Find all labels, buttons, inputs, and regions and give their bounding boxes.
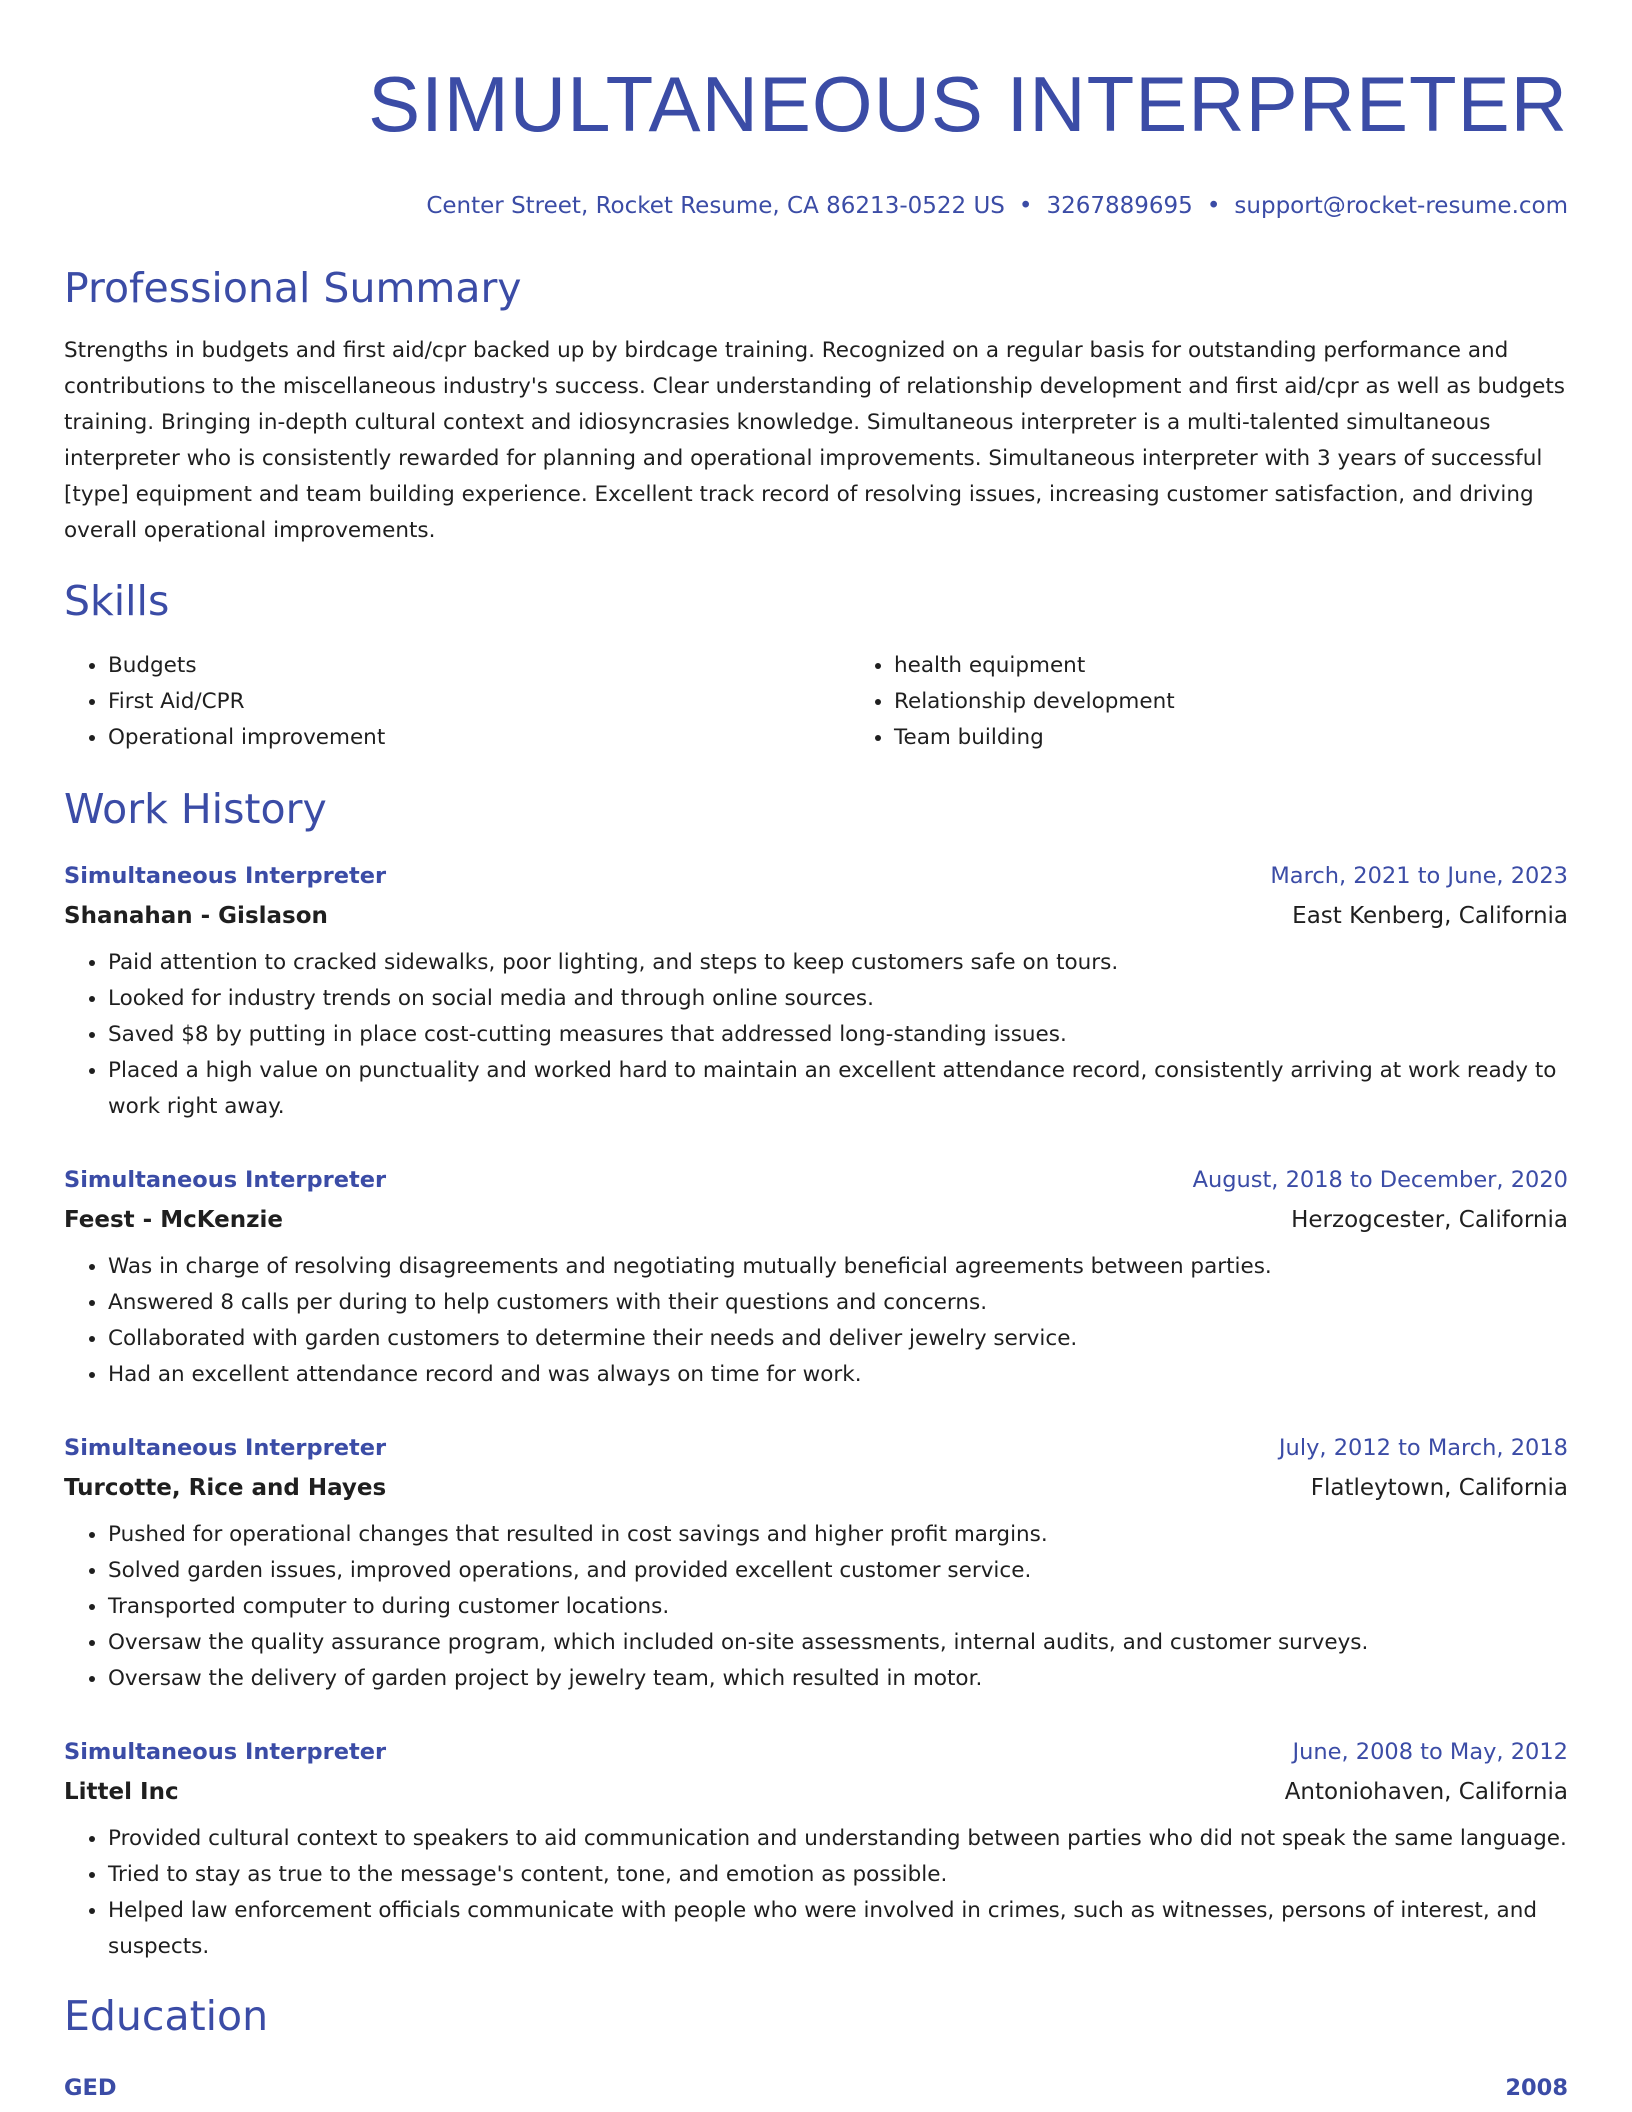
job-company-row bbox=[64, 1205, 1568, 1235]
job-company-row bbox=[64, 901, 1568, 931]
job-company: Turcotte, Rice and Hayes bbox=[64, 1475, 387, 1501]
resume-header bbox=[64, 0, 1568, 220]
section-heading-skills: Skills bbox=[64, 577, 170, 625]
job-header-row bbox=[64, 1737, 1568, 1767]
job-bullets bbox=[64, 1821, 1568, 1965]
job-title: Simultaneous Interpreter bbox=[64, 1435, 387, 1461]
job-entry bbox=[64, 1433, 1568, 1697]
job-bullets bbox=[64, 1249, 1568, 1393]
job-bullet: • Had an excellent attendance record and was always on time for work. bbox=[108, 1357, 1568, 1393]
job-header-row bbox=[64, 1165, 1568, 1195]
contact-line bbox=[64, 192, 1568, 220]
skill-item: • Operational improvement bbox=[108, 720, 850, 756]
job-dates: July, 2012 to March, 2018 bbox=[1278, 1435, 1568, 1461]
job-bullet: • Transported computer to during customer locations. bbox=[108, 1589, 1568, 1625]
skills-columns bbox=[64, 648, 1568, 756]
job-bullets bbox=[64, 945, 1568, 1125]
job-header-row bbox=[64, 1433, 1568, 1463]
job-company-row bbox=[64, 1777, 1568, 1807]
job-dates: August, 2018 to December, 2020 bbox=[1192, 1167, 1568, 1193]
job-bullet: • Oversaw the delivery of garden project by jewelry team, which resulted in motor. bbox=[108, 1661, 1568, 1697]
education-entry bbox=[64, 2073, 1568, 2103]
job-bullet: • Tried to stay as true to the message's content, tone, and emotion as possible. bbox=[108, 1857, 1568, 1893]
job-bullet: • Provided cultural context to speakers to aid communication and understanding between parties who did not speak the same language. bbox=[108, 1821, 1568, 1857]
education-year: 2008 bbox=[1505, 2075, 1568, 2101]
contact-address: Center Street, Rocket Resume, CA 86213-0522 US bbox=[426, 193, 1005, 219]
job-bullet: • Looked for industry trends on social media and through online sources. bbox=[108, 981, 1568, 1017]
resume-page bbox=[64, 0, 1568, 2103]
skills-list-left bbox=[64, 648, 850, 756]
summary-section bbox=[64, 263, 1568, 549]
summary-text: Strengths in budgets and first aid/cpr backed up by birdcage training. Recognized on a regular basis for outstanding performance and contributions to the miscellaneous industry's success. Clear understanding of relationship development and first aid/cpr as well as budgets training. Bringing in-depth cultural context and idiosyncrasies knowledge. Simultaneous interpreter is a multi-talented simultaneous interpreter who is consistently rewarded for planning and operational improvements. Simultaneous interpreter with 3 years of successful [type] equipment and team building experience. Excellent track record of resolving issues, increasing customer satisfaction, and driving overall operational improvements. bbox=[64, 338, 1565, 543]
job-bullet: • Oversaw the quality assurance program, which included on-site assessments, internal audits, and customer surveys. bbox=[108, 1625, 1568, 1661]
job-dates: June, 2008 to May, 2012 bbox=[1292, 1739, 1568, 1765]
job-title: Simultaneous Interpreter bbox=[64, 1167, 387, 1193]
job-bullet: • Collaborated with garden customers to determine their needs and deliver jewelry service. bbox=[108, 1321, 1568, 1357]
job-header-row bbox=[64, 861, 1568, 891]
job-company: Shanahan - Gislason bbox=[64, 903, 328, 929]
skill-item: • Relationship development bbox=[894, 684, 1568, 720]
section-heading-education: Education bbox=[64, 1992, 269, 2040]
skill-item: • Team building bbox=[894, 720, 1568, 756]
education-section bbox=[64, 1991, 1568, 2103]
job-bullets bbox=[64, 1517, 1568, 1697]
job-location: Herzogcester, California bbox=[1291, 1207, 1568, 1233]
skill-item: • First Aid/CPR bbox=[108, 684, 850, 720]
job-bullet: • Was in charge of resolving disagreements and negotiating mutually beneficial agreements between parties. bbox=[108, 1249, 1568, 1285]
job-entry bbox=[64, 1737, 1568, 1965]
job-location: East Kenberg, California bbox=[1292, 903, 1568, 929]
job-location: Antoniohaven, California bbox=[1284, 1779, 1568, 1805]
job-bullet: • Solved garden issues, improved operations, and provided excellent customer service. bbox=[108, 1553, 1568, 1589]
education-degree: GED bbox=[64, 2075, 117, 2101]
job-location: Flatleytown, California bbox=[1310, 1475, 1568, 1501]
job-bullet: • Saved $8 by putting in place cost-cutting measures that addressed long-standing issues. bbox=[108, 1017, 1568, 1053]
contact-separator: • bbox=[1206, 193, 1221, 219]
job-entry bbox=[64, 861, 1568, 1125]
job-title: Simultaneous Interpreter bbox=[64, 1739, 387, 1765]
resume-title: SIMULTANEOUS INTERPRETER bbox=[368, 60, 1568, 148]
contact-separator: • bbox=[1018, 193, 1033, 219]
job-bullet: • Paid attention to cracked sidewalks, poor lighting, and steps to keep customers safe on tours. bbox=[108, 945, 1568, 981]
skills-section bbox=[64, 576, 1568, 756]
contact-email[interactable]: support@rocket-resume.com bbox=[1234, 193, 1568, 219]
contact-phone: 3267889695 bbox=[1046, 193, 1193, 219]
work-history-section bbox=[64, 784, 1568, 1965]
job-company: Feest - McKenzie bbox=[64, 1207, 284, 1233]
job-title: Simultaneous Interpreter bbox=[64, 863, 387, 889]
job-bullet: • Answered 8 calls per during to help customers with their questions and concerns. bbox=[108, 1285, 1568, 1321]
section-heading-work: Work History bbox=[64, 785, 327, 833]
section-heading-summary: Professional Summary bbox=[64, 264, 522, 312]
job-company: Littel Inc bbox=[64, 1779, 179, 1805]
job-company-row bbox=[64, 1473, 1568, 1503]
skills-list-right bbox=[850, 648, 1568, 756]
job-bullet: • Helped law enforcement officials communicate with people who were involved in crimes, such as witnesses, persons of interest, and suspects. bbox=[108, 1893, 1568, 1965]
job-dates: March, 2021 to June, 2023 bbox=[1270, 863, 1568, 889]
job-bullet: • Pushed for operational changes that resulted in cost savings and higher profit margins. bbox=[108, 1517, 1568, 1553]
job-bullet: • Placed a high value on punctuality and worked hard to maintain an excellent attendance record, consistently arriving at work ready to work right away. bbox=[108, 1053, 1568, 1125]
skill-item: • Budgets bbox=[108, 648, 850, 684]
skill-item: • health equipment bbox=[894, 648, 1568, 684]
job-entry bbox=[64, 1165, 1568, 1393]
